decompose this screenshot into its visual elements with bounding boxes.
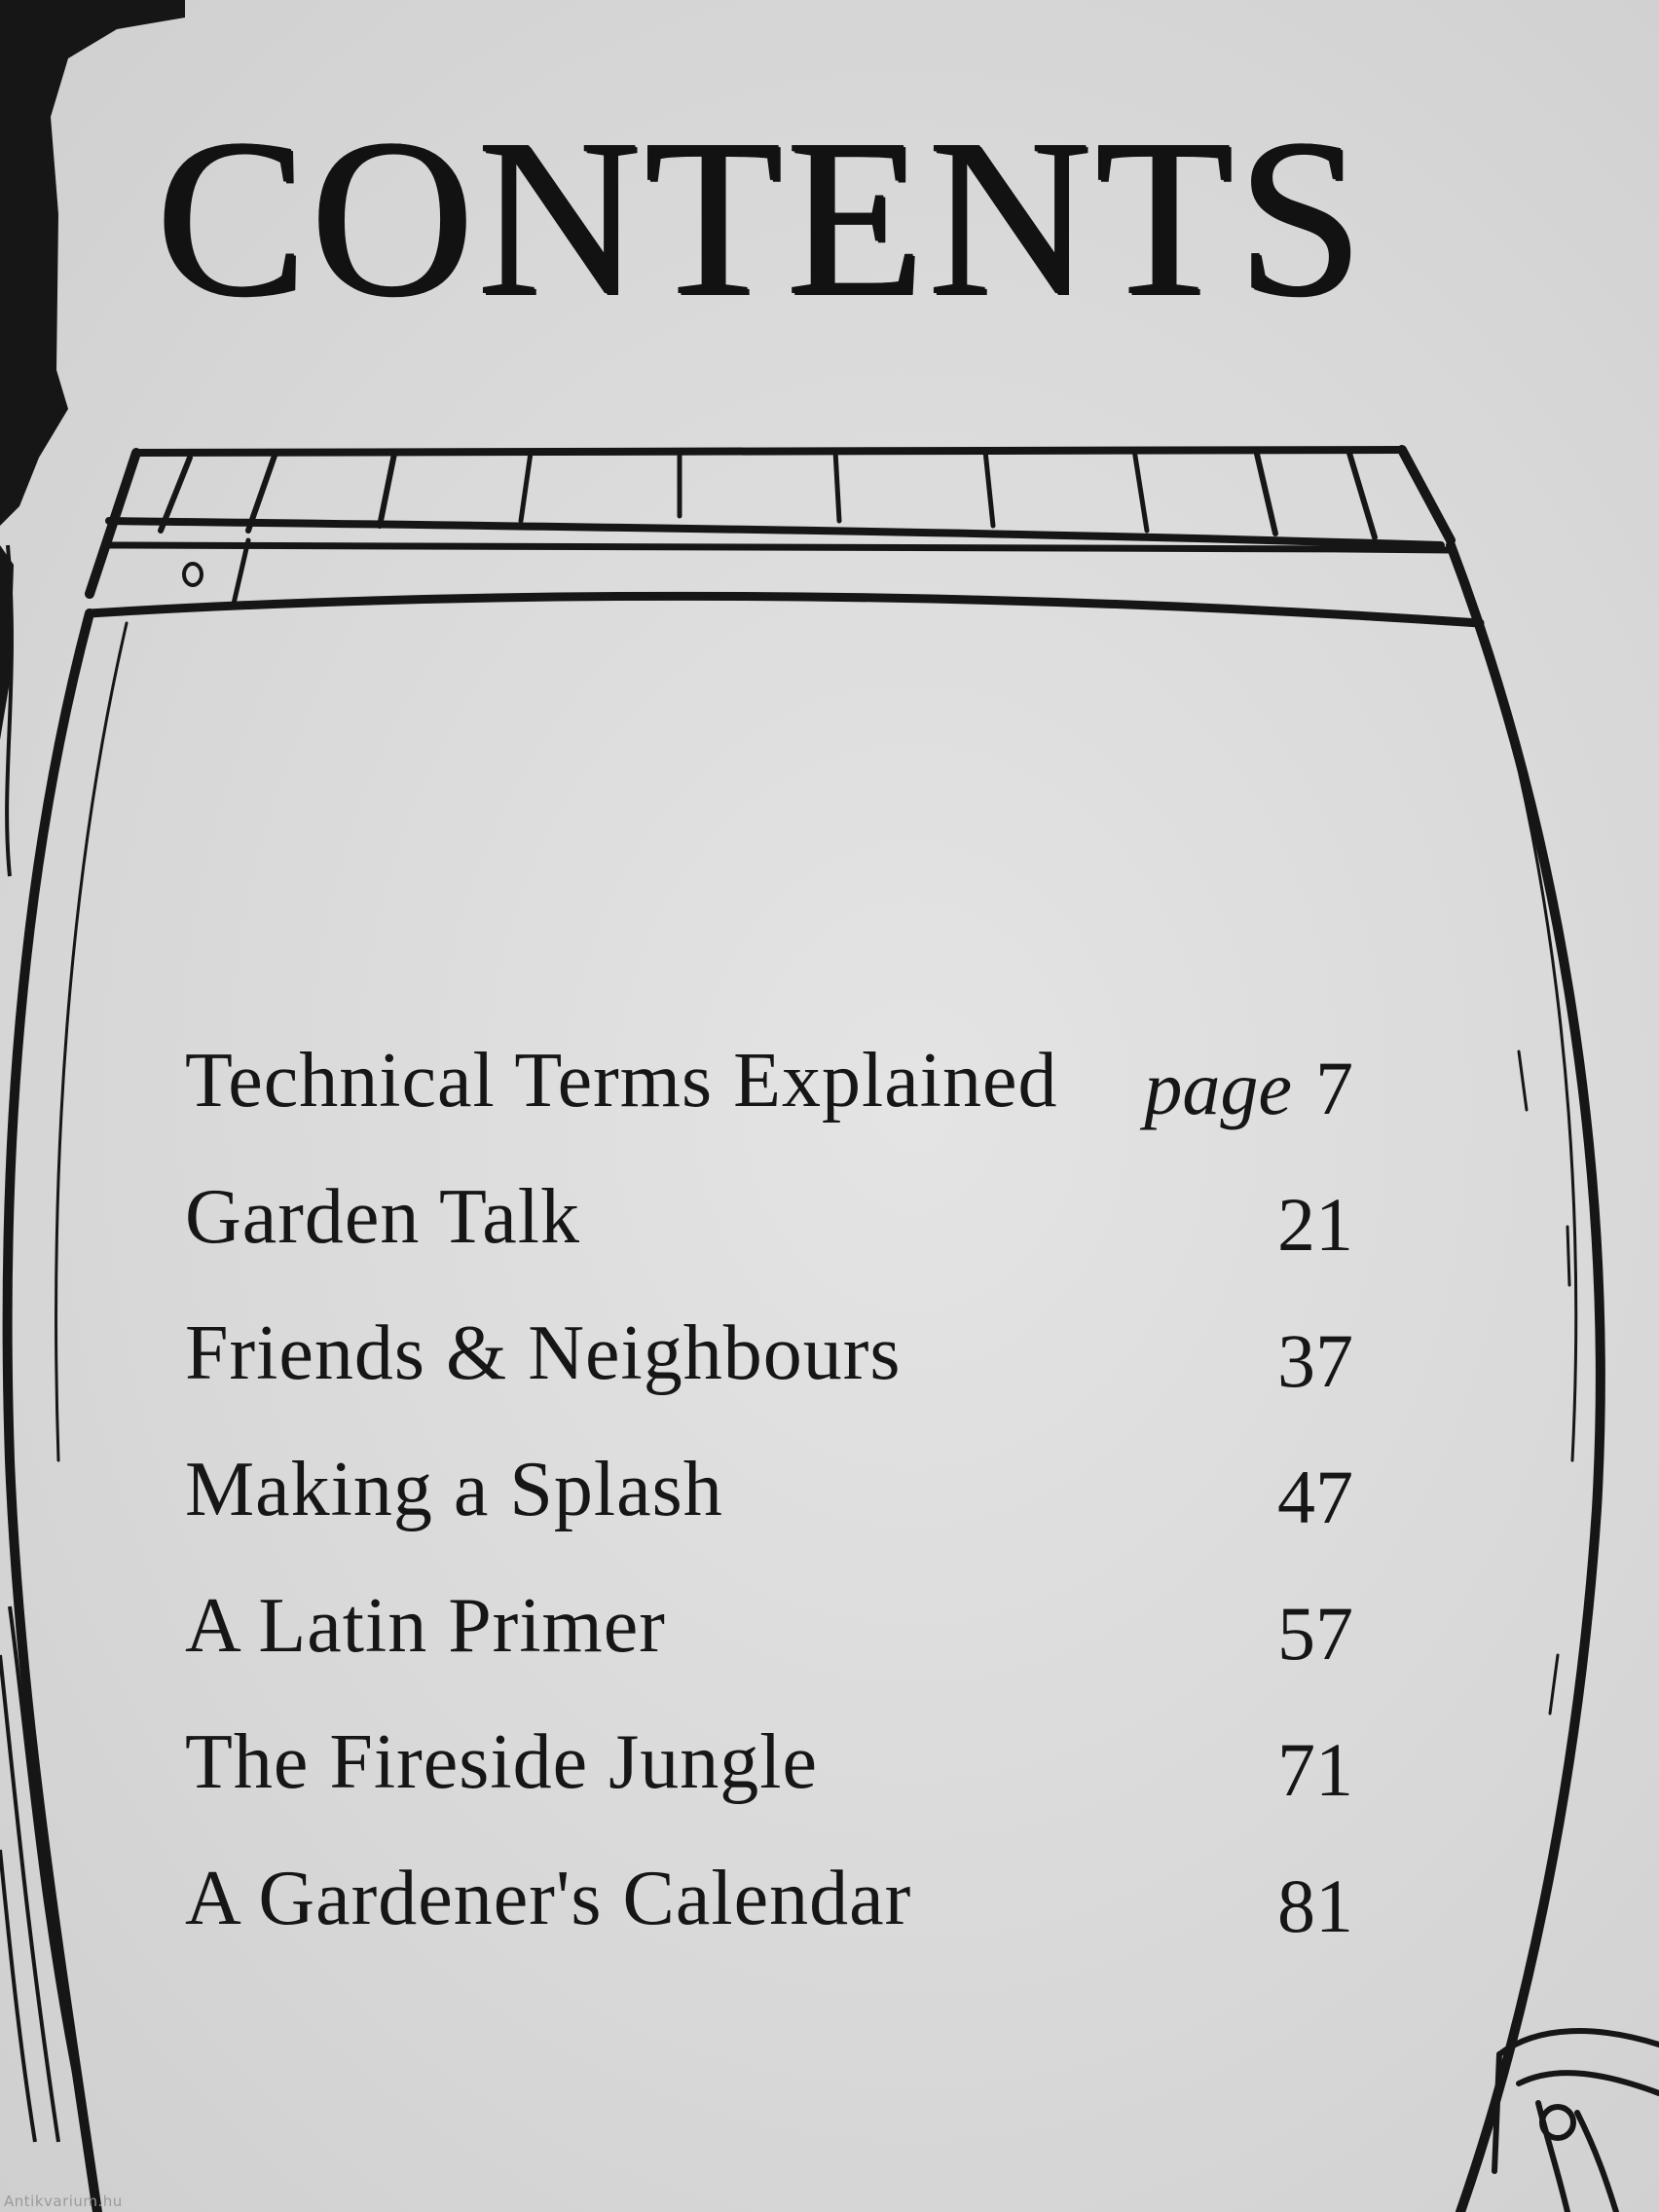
toc-entry[interactable]	[185, 1149, 1392, 1285]
page-number: 71	[1277, 1727, 1353, 1812]
toc-entry-page	[1144, 1020, 1353, 1157]
toc-entry[interactable]	[185, 1694, 1392, 1830]
toc-entry-page	[1277, 1293, 1353, 1429]
toc-entry[interactable]	[185, 1285, 1392, 1421]
toc-entry-page	[1277, 1702, 1353, 1838]
toc-entry-title: Garden Talk	[185, 1174, 580, 1260]
toc-entry[interactable]	[185, 1013, 1392, 1149]
toc-entry-title: A Latin Primer	[185, 1583, 666, 1669]
toc-entry-title: The Fireside Jungle	[185, 1719, 818, 1805]
toc-entry-title: Making a Splash	[185, 1447, 723, 1532]
toc-entry-page	[1277, 1157, 1353, 1293]
toc-entry[interactable]	[185, 1558, 1392, 1694]
barrel-lid	[90, 450, 1451, 594]
page-number: 21	[1277, 1182, 1353, 1267]
page-number: 7	[1315, 1046, 1353, 1130]
table-of-contents	[185, 1013, 1392, 1967]
page-number: 81	[1277, 1863, 1353, 1948]
toc-entry[interactable]	[185, 1421, 1392, 1558]
page-number: 47	[1277, 1455, 1353, 1539]
toc-entry-title: Friends & Neighbours	[185, 1310, 902, 1396]
spigot-drawing	[1494, 2031, 1659, 2212]
toc-entry-title: A Gardener's Calendar	[185, 1856, 912, 1941]
toc-entry-page	[1277, 1429, 1353, 1566]
toc-entry-page	[1277, 1566, 1353, 1702]
page-prefix: page	[1144, 1046, 1292, 1130]
toc-entry[interactable]	[185, 1830, 1392, 1967]
page-number: 37	[1277, 1318, 1353, 1403]
toc-entry-page	[1277, 1838, 1353, 1974]
page-title: CONTENTS	[156, 92, 1367, 343]
page-number: 57	[1277, 1591, 1353, 1676]
watermark: Antikvarium.hu	[4, 2193, 123, 2210]
toc-entry-title: Technical Terms Explained	[185, 1038, 1058, 1124]
barrel-hoop	[90, 540, 1480, 623]
